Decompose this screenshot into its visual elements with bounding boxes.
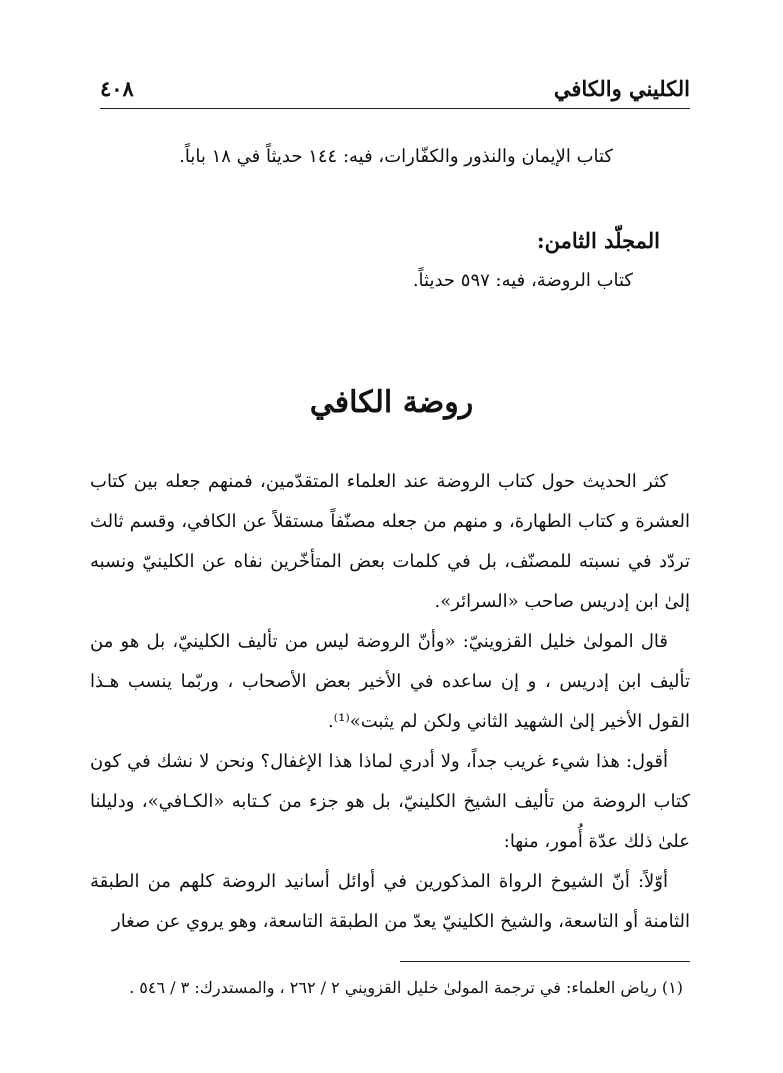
running-header	[100, 74, 690, 109]
volume-heading: المجلّد الثامن:	[536, 228, 660, 253]
header-title: الكليني والكافي	[553, 76, 690, 101]
page-number: ٤٠٨	[100, 76, 134, 101]
body-text	[90, 462, 690, 942]
section-title: روضة الكافي	[309, 385, 474, 420]
footnote-divider	[400, 961, 690, 962]
footnote: (١) رياض العلماء: في ترجمة المولىٰ خليل القزويني ٢ / ٢٦٢ ، والمستدرك: ٣ / ٥٤٦ .	[129, 978, 683, 997]
paragraph: أقول: هذا شيء غريب جداً، ولا أدري لماذا هذا الإغفال؟ ونحن لا نشك في كون كتاب الروضة من تأليف الشيخ الكلينيّ، بل هو جزء من كـتابه «الكـافي»، ودليلنا علىٰ ذلك عدّة أُمور، منها:	[90, 751, 690, 852]
paragraph: كثر الحديث حول كتاب الروضة عند العلماء المتقدّمين، فمنهم جعله بين كتاب العشرة و كتاب الطهارة، و منهم من جعله مصنّفاً مستقلاً عن الكافي، وقسم ثالث تردّد في نسبته للمصنّف، بل في كلمات بعض المتأخّرين نفاه عن الكلينيّ ونسبه إلىٰ ابن إدريس صاحب «السرائر».	[90, 471, 690, 612]
volume-line: كتاب الروضة، فيه: ٥٩٧ حديثاً.	[412, 270, 633, 291]
paragraph: قال المولىٰ خليل القزوينيّ: «وأنّ الروضة ليس من تأليف الكلينيّ، بل هو من تأليف ابن إدريس ، و إن ساعده في الأخير بعض الأصحاب ، وربّما ينسب هـذا القول الأخير إلىٰ الشهيد الثاني ولكن لم يثبت»⁽¹⁾.	[90, 631, 690, 732]
intro-line: كتاب الإيمان والنذور والكفّارات، فيه: ١٤٤ حديثاً في ١٨ باباً.	[179, 146, 613, 167]
paragraph: أوّلاً: أنّ الشيوخ الرواة المذكورين في أوائل أسانيد الروضة كلهم من الطبقة الثامنة أو التاسعة، والشيخ الكلينيّ يعدّ من الطبقة التاسعة، وهو يروي عن صغار	[90, 871, 690, 932]
